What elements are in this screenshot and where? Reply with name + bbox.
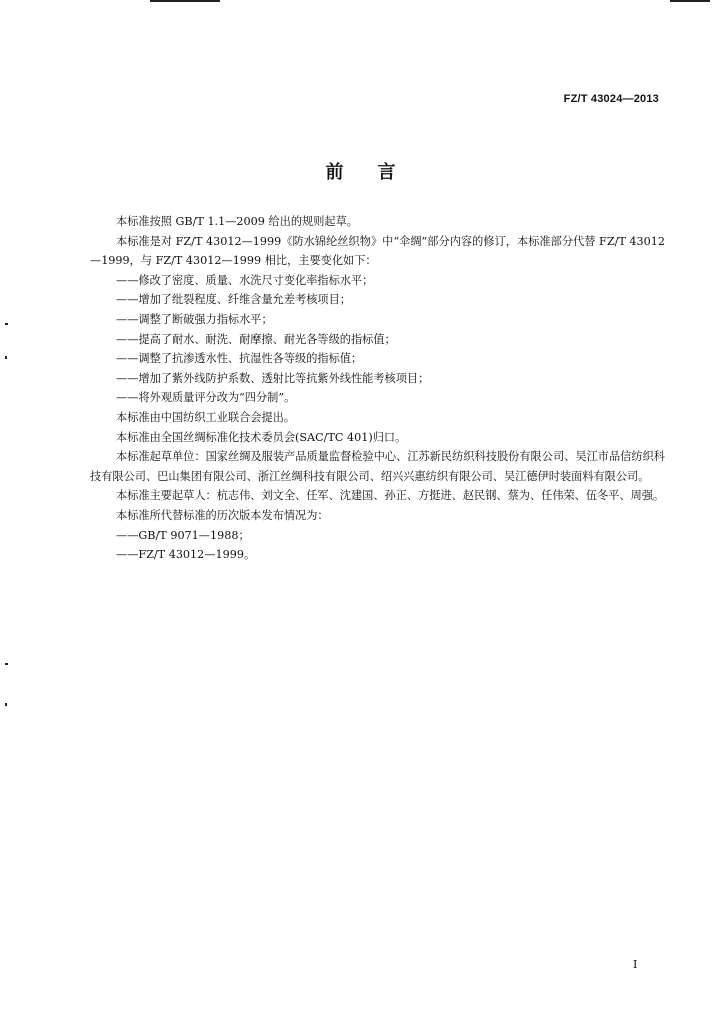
change-item: ——调整了断破强力指标水平；: [116, 312, 273, 326]
document-body: [90, 212, 665, 565]
scan-mark-left-2: [5, 356, 7, 359]
scan-mark-left-1: [5, 323, 8, 325]
change-item: ——提高了耐水、耐洗、耐摩擦、耐光各等级的指标值；: [116, 332, 396, 346]
standard-code: FZ/T 43024—2013: [563, 93, 659, 105]
change-item: ——增加了纰裂程度、纤维含量允差考核项目；: [116, 293, 351, 307]
change-item: ——调整了抗渗透水性、抗湿性各等级的指标值；: [116, 352, 363, 366]
centralized-by-paragraph: 本标准由全国丝绸标准化技术委员会(SAC/TC 401)归口。: [116, 430, 407, 444]
history-intro-paragraph: 本标准所代替标准的历次版本发布情况为：: [116, 508, 329, 522]
drafters-paragraph: 本标准主要起草人：杭志伟、刘文全、任军、沈建国、孙正、方挺进、赵民钢、蔡为、任伟荣、伍冬平、周强。: [116, 489, 665, 503]
change-item: ——增加了紫外线防护系数、透射比等抗紫外线性能考核项目；: [116, 371, 430, 385]
proposed-by-paragraph: 本标准由中国纺织工业联合会提出。: [116, 410, 296, 424]
scan-mark-top-right: [670, 0, 710, 2]
history-item: ——FZ/T 43012—1999。: [116, 548, 256, 562]
change-item: ——修改了密度、质量、水洗尺寸变化率指标水平；: [116, 273, 374, 287]
change-item: ——将外观质量评分改为“四分制”。: [116, 391, 296, 405]
drafting-rules-paragraph: 本标准按照 GB/T 1.1—2009 给出的规则起草。: [116, 215, 358, 228]
drafting-units-paragraph: 本标准起草单位：国家丝绸及服装产品质量监督检验中心、江苏新民纺织科技股份有限公司、吴江市品信纺织科技有限公司、巴山集团有限公司、浙江丝绸科技有限公司、绍兴兴惠纺织有限公司、吴江德伊时装面料有限公司。: [90, 450, 665, 483]
history-item: ——GB/T 9071—1988；: [116, 528, 250, 542]
scan-mark-top: [150, 0, 220, 2]
scan-mark-left-3: [5, 663, 8, 665]
page-title: 前言: [325, 162, 430, 183]
scan-mark-left-4: [5, 703, 7, 706]
revision-paragraph: 本标准是对 FZ/T 43012—1999《防水锦纶丝织物》中“伞绸”部分内容的修订，本标准部分代替 FZ/T 43012—1999，与 FZ/T 43012—1999 相比，主要变化如下：: [90, 234, 665, 268]
page-number: I: [633, 958, 638, 971]
